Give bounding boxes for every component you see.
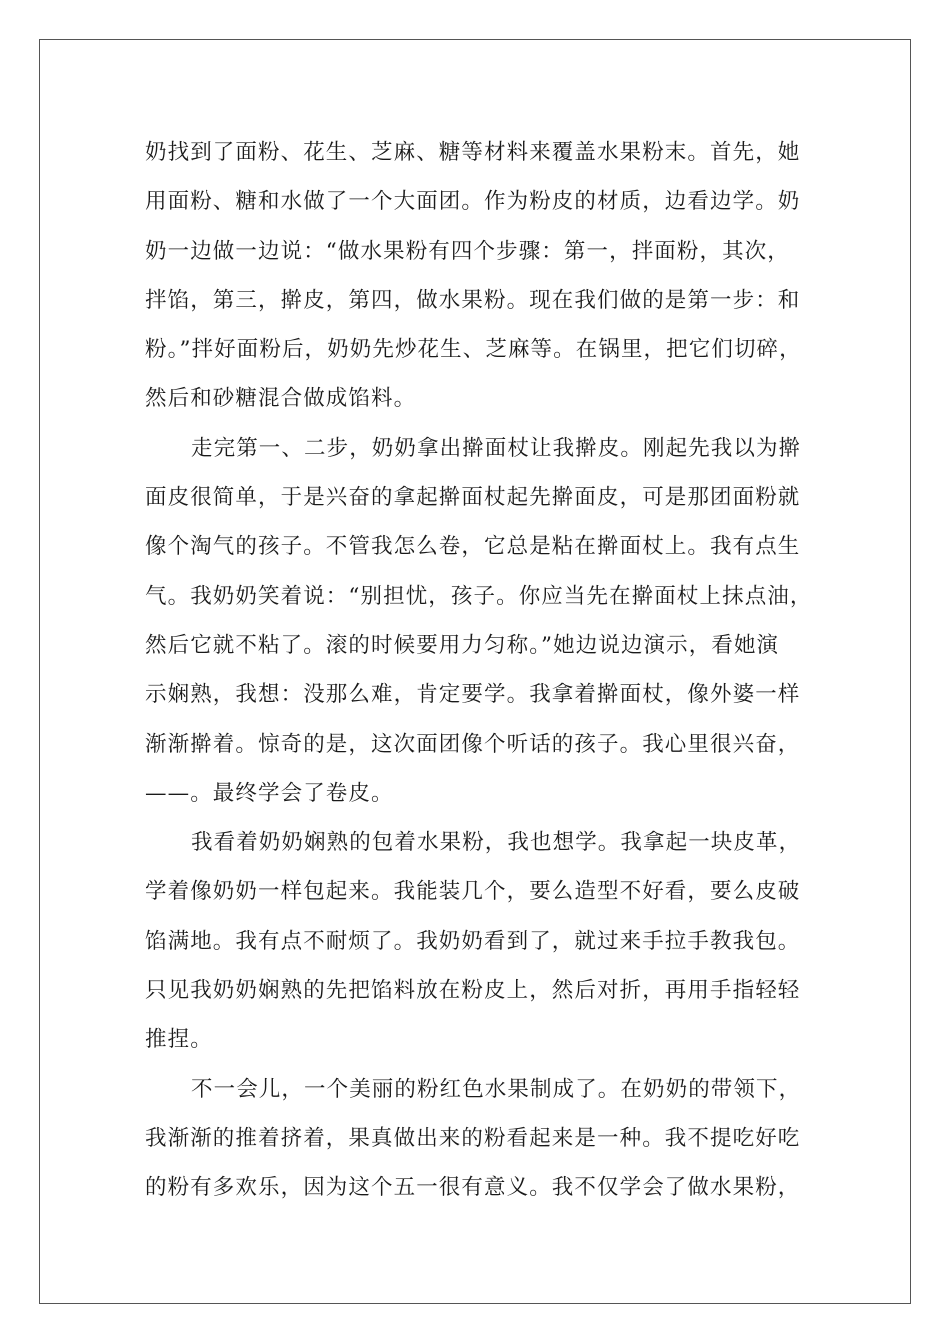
paragraph-1 xyxy=(145,128,825,424)
text-line: 用面粉、糖和水做了一个大面团。作为粉皮的材质，边看边学。奶 xyxy=(145,189,801,215)
text-line: 粉。”拌好面粉后，奶奶先炒花生、芝麻等。在锅里，把它们切碎， xyxy=(145,337,802,363)
text-line: 的粉有多欢乐，因为这个五一很有意义。我不仅学会了做水果粉， xyxy=(145,1175,801,1201)
text-line: 推捏。 xyxy=(145,1027,213,1053)
text-line: 只见我奶奶娴熟的先把馅料放在粉皮上，然后对折，再用手指轻轻 xyxy=(145,978,801,1004)
text-line: 奶找到了面粉、花生、芝麻、糖等材料来覆盖水果粉末。首先，她 xyxy=(145,140,801,165)
text-line: 奶一边做一边说：“做水果粉有四个步骤：第一，拌面粉，其次， xyxy=(145,238,790,264)
text-line: ——。最终学会了卷皮。 xyxy=(145,780,394,806)
text-line: 像个淘气的孩子。不管我怎么卷，它总是粘在擀面杖上。我有点生 xyxy=(145,534,801,560)
text-line: 然后它就不粘了。滚的时候要用力匀称。”她边说边演示，看她演 xyxy=(145,632,780,658)
text-line: 不一会儿，一个美丽的粉红色水果制成了。在奶奶的带领下， xyxy=(191,1076,802,1102)
paragraph-3 xyxy=(145,818,825,1064)
text-line: 馅满地。我有点不耐烦了。我奶奶看到了，就过来手拉手教我包。 xyxy=(145,928,801,954)
text-line: 面皮很简单，于是兴奋的拿起擀面杖起先擀面皮，可是那团面粉就 xyxy=(145,485,801,511)
text-line: 拌馅，第三，擀皮，第四，做水果粉。现在我们做的是第一步：和 xyxy=(145,287,801,313)
paragraph-2 xyxy=(145,424,825,818)
text-line: 气。我奶奶笑着说：“别担忧，孩子。你应当先在擀面杖上抹点油， xyxy=(145,583,813,609)
paragraph-4 xyxy=(145,1065,825,1213)
text-line: 然后和砂糖混合做成馅料。 xyxy=(145,386,417,412)
text-line: 学着像奶奶一样包起来。我能装几个，要么造型不好看，要么皮破 xyxy=(145,879,801,905)
text-line: 渐渐擀着。惊奇的是，这次面团像个听话的孩子。我心里很兴奋， xyxy=(145,731,801,757)
text-line: 走完第一、二步，奶奶拿出擀面杖让我擀皮。刚起先我以为擀 xyxy=(191,435,802,461)
text-line: 示娴熟，我想：没那么难，肯定要学。我拿着擀面杖，像外婆一样 xyxy=(145,682,801,708)
text-line: 我看着奶奶娴熟的包着水果粉，我也想学。我拿起一块皮革， xyxy=(191,830,802,856)
text-line: 我渐渐的推着挤着，果真做出来的粉看起来是一种。我不提吃好吃 xyxy=(145,1125,801,1151)
document-body xyxy=(145,128,825,1213)
